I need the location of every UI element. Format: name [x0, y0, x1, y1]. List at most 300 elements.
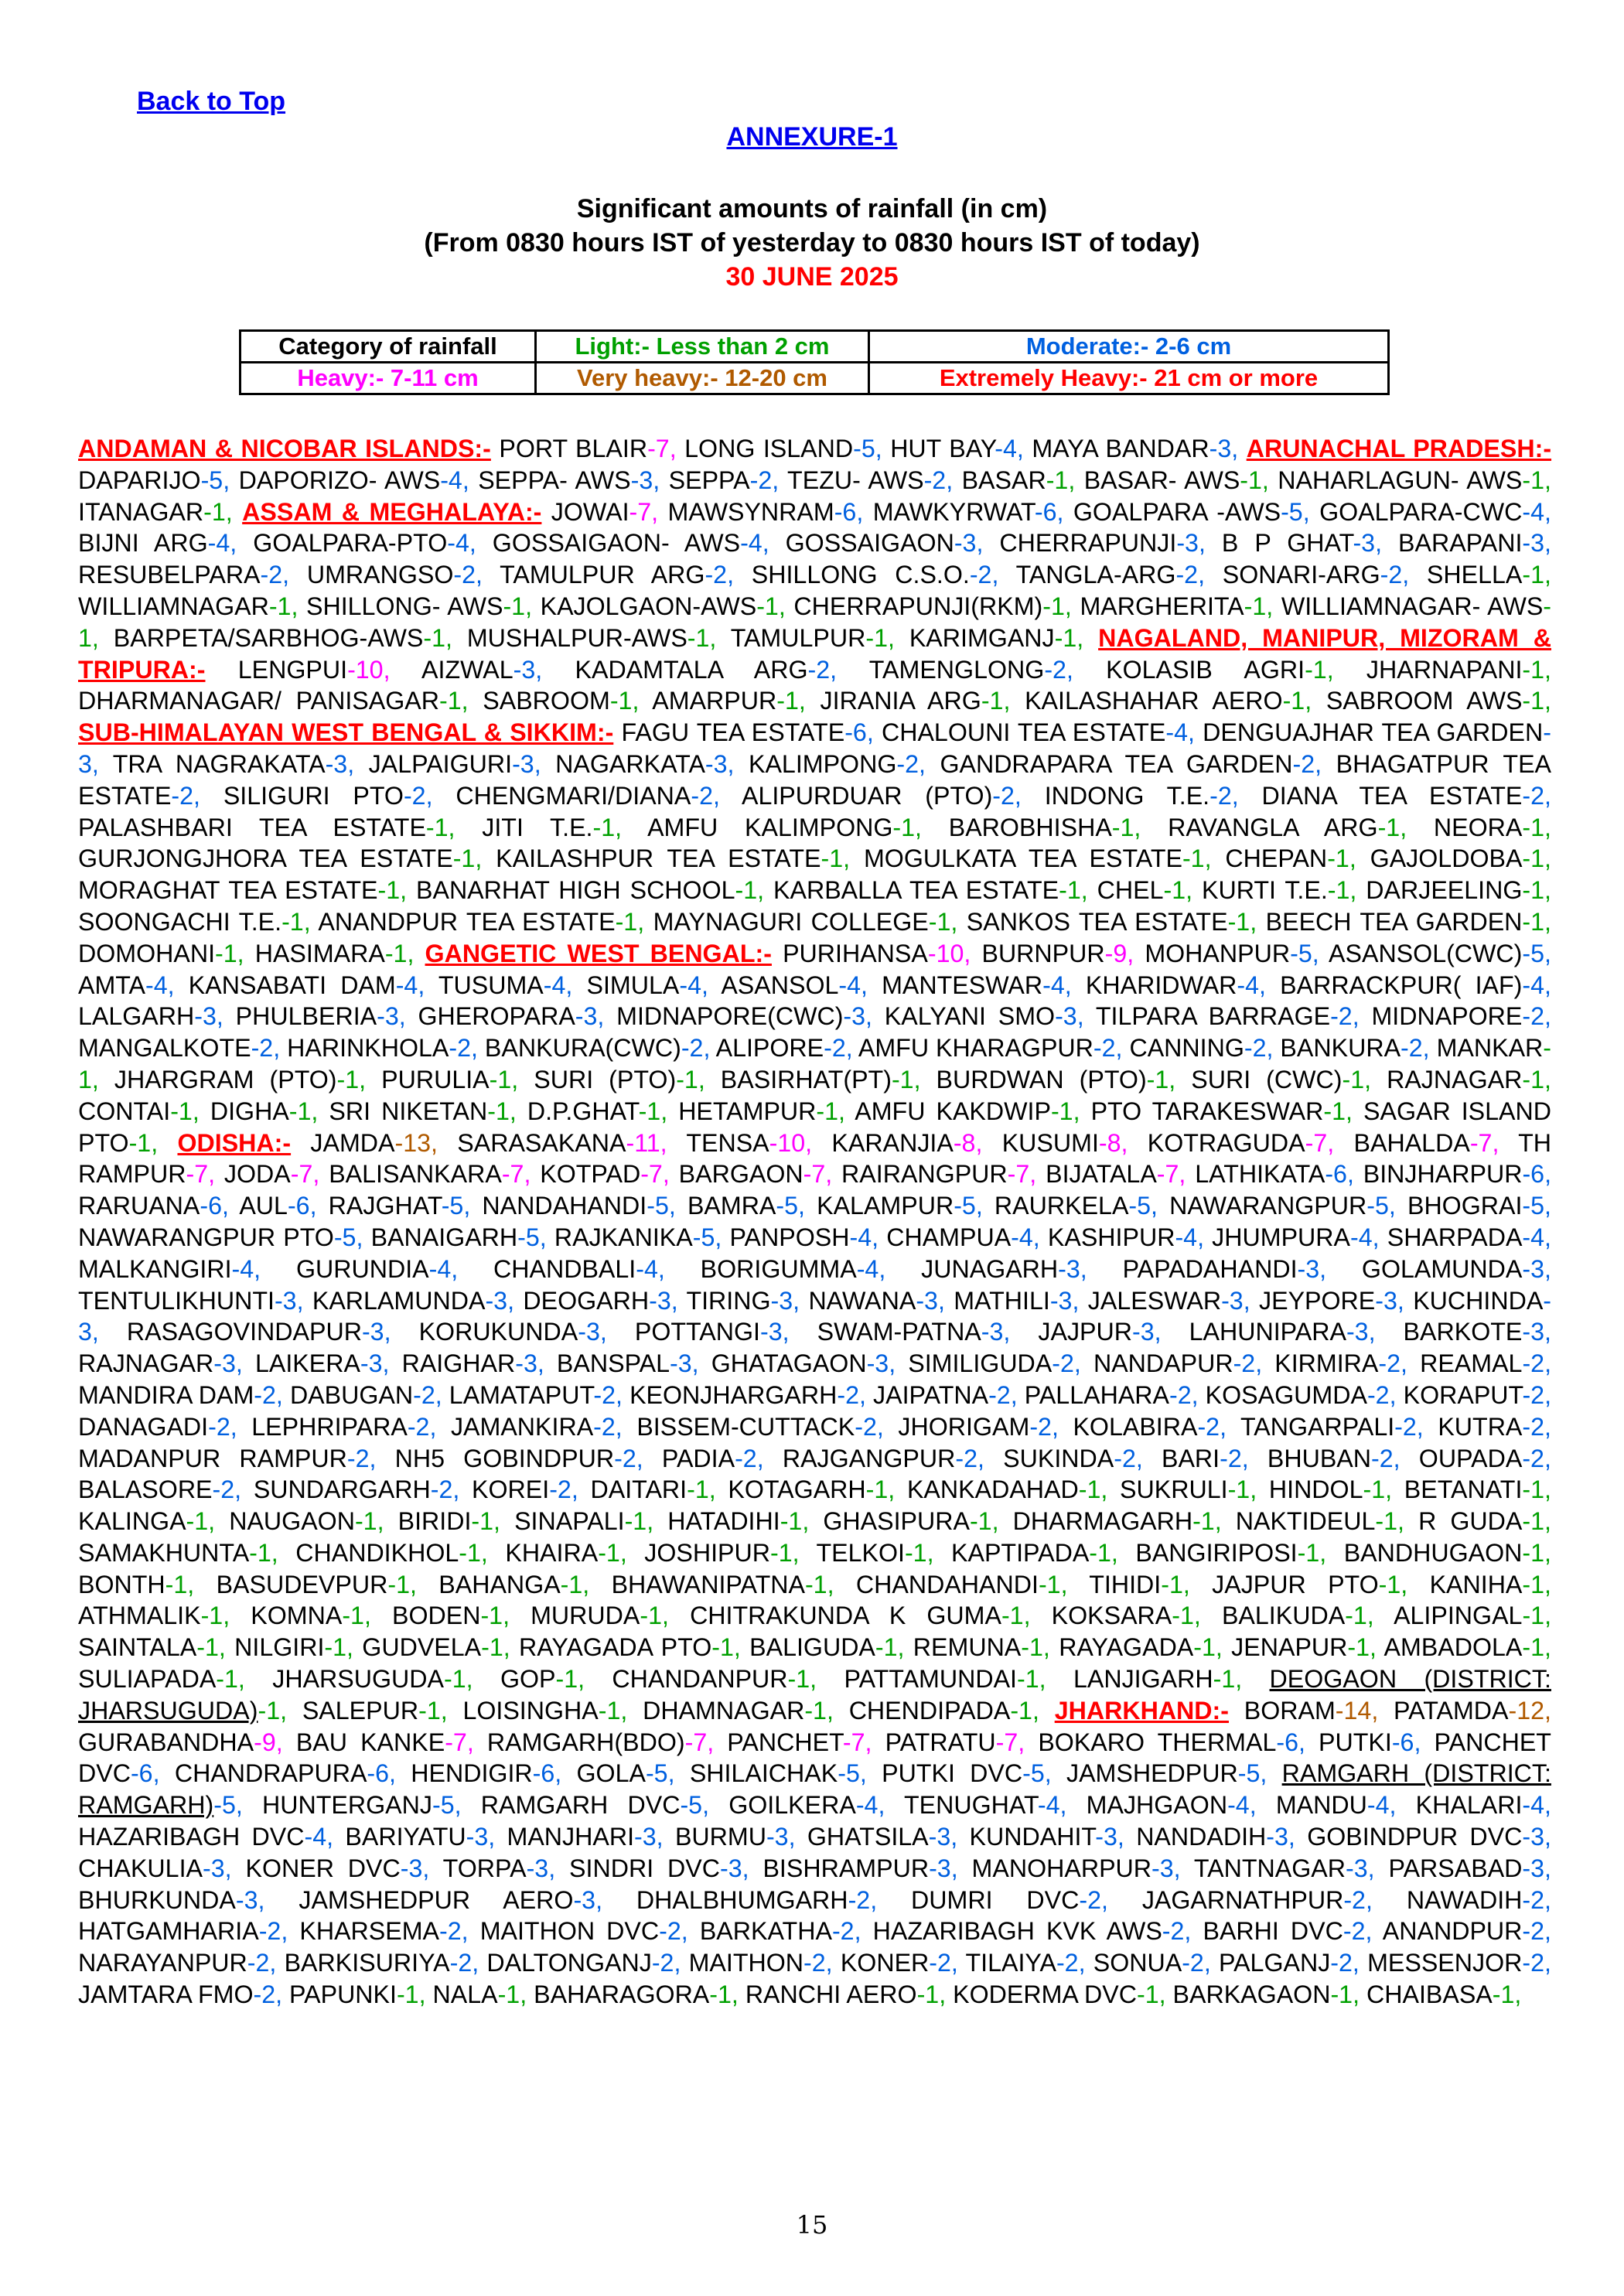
station-rainfall: -3 [719, 1854, 742, 1882]
station-name: PTO TARAKESWAR [1090, 1097, 1324, 1125]
station-entry: PALLAHARA-2, [1024, 1380, 1199, 1409]
station-name: TILAIYA [965, 1949, 1056, 1977]
station-name: BISSEM-CUTTACK [636, 1412, 855, 1441]
station-entry: MANKAR-1, [78, 1034, 1552, 1093]
station-name: BEECH TEA GARDEN [1265, 907, 1523, 936]
station-rainfall: -2 [1056, 1949, 1079, 1977]
station-name: DOMOHANI [78, 939, 216, 967]
station-entry: BALIGUDA-1, [749, 1633, 905, 1662]
station-name: JAMDA [310, 1128, 395, 1157]
station-name: TIRING [686, 1286, 771, 1315]
station-name: DABUGAN [289, 1380, 414, 1409]
station-name: CHANDRAPURA [174, 1759, 367, 1788]
station-name: KARIMGANJ [909, 623, 1055, 652]
station-rainfall: -1 [624, 1507, 647, 1536]
station-rainfall: -4 [1522, 1223, 1545, 1251]
station-entry: RAVANGLA ARG-1, [1168, 813, 1407, 841]
station-rainfall: -1 [471, 1507, 494, 1536]
station-entry: TIRING-3, [686, 1286, 800, 1315]
station-entry: JAMANKIRA-2, [450, 1412, 623, 1441]
station-name: JAMSHEDPUR [1066, 1759, 1238, 1788]
station-name: NANDAPUR [1093, 1349, 1233, 1378]
station-name: MADANPUR RAMPUR [78, 1444, 347, 1472]
station-name: KODERMA DVC [953, 1980, 1137, 2009]
station-rainfall: -7 [684, 1728, 708, 1756]
station-name: KOLASIB AGRI [1106, 655, 1305, 684]
station-name: CHAKULIA [78, 1854, 203, 1882]
station-name: BARGAON [678, 1160, 803, 1189]
station-entry: PALASHBARI TEA ESTATE-1, [78, 813, 455, 841]
station-entry: GURUNDIA-4, [295, 1254, 459, 1283]
station-entry: DANAGADI-2, [78, 1412, 237, 1441]
station-name: RAIGHAR [401, 1349, 516, 1378]
station-entry: KODERMA DVC-1, [953, 1980, 1166, 2009]
station-rainfall: -1 [1323, 1097, 1346, 1125]
station-entry: SHARPADA-4, [1387, 1223, 1551, 1251]
station-name: TANGARPALI [1240, 1412, 1395, 1441]
station-entry: SAGAR ISLAND PTO-1, [78, 1097, 1551, 1157]
station-name: BASIRHAT(PT) [720, 1065, 892, 1093]
station-rainfall: -5 [1281, 497, 1303, 526]
station-name: HINDOL [1268, 1476, 1363, 1504]
station-rainfall: -7 [186, 1160, 209, 1189]
station-entry: BURDWAN (PTO)-1, [936, 1065, 1176, 1093]
station-rainfall: -2 [407, 1412, 430, 1441]
station-rainfall: -3 [770, 1286, 793, 1315]
station-rainfall: -2 [413, 1380, 435, 1409]
station-name: CHERRAPUNJI [999, 529, 1177, 558]
station-entry: BAHANGA-1, [438, 1570, 590, 1598]
station-name: CANNING [1129, 1034, 1244, 1063]
station-rainfall: -3 [929, 1854, 951, 1882]
station-entry: SHILLONG- AWS-1, [306, 592, 533, 620]
station-rainfall: -3 [361, 1318, 384, 1346]
station-entry: DABUGAN-2, [289, 1380, 442, 1409]
region-heading: ANDAMAN & NICOBAR ISLANDS:- [78, 435, 491, 462]
station-name: KANKADAHAD [906, 1476, 1079, 1504]
station-rainfall: -2 [848, 1885, 871, 1914]
station-entry: BISHRAMPUR-3, [763, 1854, 958, 1882]
station-name: BALASORE [78, 1476, 213, 1504]
station-entry: ANANDPUR TEA ESTATE-1, [318, 907, 645, 936]
station-name: HAZARIBAGH KVK AWS [872, 1917, 1162, 1946]
heading-line-2: (From 0830 hours IST of yesterday to 0830 hours IST of today) [424, 228, 1200, 258]
station-entry: SHILLONG C.S.O.-2, [751, 561, 999, 589]
station-entry: DHARMANAGAR/ PANISAGAR-1, [78, 687, 469, 715]
station-name: UMRANGSO [306, 561, 454, 589]
station-name: SONUA [1093, 1949, 1182, 1977]
station-name: JAGARNATHPUR [1141, 1885, 1344, 1914]
station-name: CHALOUNI TEA ESTATE [881, 718, 1166, 747]
station-rainfall: -2 [1292, 749, 1315, 778]
station-name: ATHMALIK [78, 1602, 201, 1630]
station-entry: BIJNI ARG-4, [78, 529, 237, 558]
station-name: RAJKANIKA [554, 1223, 693, 1251]
station-name: GHASIPURA [823, 1507, 970, 1536]
station-name: GOLA [576, 1759, 646, 1788]
station-entry: RAJGANGPUR-2, [782, 1444, 984, 1472]
station-name: AMFU KHARAGPUR [858, 1034, 1093, 1063]
station-name: MANGALKOTE [78, 1034, 251, 1063]
back-to-top-link[interactable]: Back to Top [137, 87, 286, 116]
station-name: BHURKUNDA [78, 1885, 236, 1914]
station-rainfall: -1 [776, 687, 799, 715]
station-name: GOP [500, 1665, 556, 1694]
station-entry: ALIPORE-2, [715, 1034, 853, 1063]
station-name: RARUANA [78, 1192, 200, 1220]
station-entry: BAU KANKE-7, [295, 1728, 474, 1756]
station-rainfall: -3 [1346, 1318, 1369, 1346]
station-entry: PADIA-2, [661, 1444, 764, 1472]
station-name: JHORIGAM [898, 1412, 1030, 1441]
station-rainfall: -1 [804, 1570, 827, 1598]
station-rainfall: -1 [816, 1097, 839, 1125]
station-name: NEORA [1433, 813, 1523, 841]
station-rainfall: -2 [403, 781, 426, 810]
station-rainfall: -1 [1330, 1980, 1353, 2009]
station-entry: PURULIA-1, [381, 1065, 519, 1093]
station-rainfall: -2 [1182, 1949, 1204, 1977]
station-rainfall: -1 [1522, 813, 1545, 841]
station-entry: BAROBHISHA-1, [948, 813, 1141, 841]
station-entry: D.P.GHAT-1, [527, 1097, 668, 1125]
station-rainfall: -1 [1522, 1538, 1545, 1567]
category-extremely-heavy: Extremely Heavy:- 21 cm or more [869, 363, 1389, 394]
station-name: KANSABATI DAM [188, 971, 396, 999]
station-name: HAZARIBAGH DVC [78, 1823, 305, 1851]
station-entry: CANNING-2, [1129, 1034, 1274, 1063]
station-name: TEZU- AWS [787, 466, 924, 494]
station-entry: BARKAGAON-1, [1172, 1980, 1360, 2009]
station-entry: DOMOHANI-1, [78, 939, 244, 967]
station-entry: LOISINGHA-1, [462, 1696, 628, 1725]
station-name: GOBINDPUR DVC [1307, 1823, 1523, 1851]
station-rainfall: -7 [647, 435, 670, 462]
station-name: RASAGOVINDAPUR [126, 1318, 362, 1346]
station-name: LANJIGARH [1073, 1665, 1213, 1694]
station-name: CHAIBASA [1366, 1980, 1493, 2009]
station-rainfall: -2 [593, 1380, 616, 1409]
station-rainfall: -4 [1237, 971, 1260, 999]
station-name: KOKSARA [1051, 1602, 1172, 1630]
station-name: PATRATU [885, 1728, 996, 1756]
station-name: SAINTALA [78, 1633, 197, 1662]
station-name: JHARNAPANI [1366, 655, 1523, 684]
station-name: KURTI T.E. [1202, 876, 1328, 905]
station-entry: RAMGARH(BDO)-7, [486, 1728, 715, 1756]
station-name: LONG ISLAND [684, 435, 854, 462]
station-rainfall: -1 [687, 1476, 709, 1504]
station-entry: MAITHON-2, [688, 1949, 833, 1977]
station-rainfall: -1 [1050, 1097, 1073, 1125]
station-entry: BASUDEVPUR-1, [216, 1570, 417, 1598]
station-entry: AMBADOLA-1, [1383, 1633, 1551, 1662]
station-name: OUPADA [1418, 1444, 1523, 1472]
station-entry: KAPTIPADA-1, [951, 1538, 1118, 1567]
station-entry: RAMGARH (DISTRICT: RAMGARH)-5, [78, 1759, 1551, 1820]
station-rainfall: -2 [992, 781, 1015, 810]
station-entry: KOTAGARH-1, [728, 1476, 896, 1504]
station-rainfall: -10 [347, 655, 384, 684]
station-name: MAYNAGURI COLLEGE [653, 907, 929, 936]
station-name: BORIGUMMA [700, 1254, 857, 1283]
station-rainfall: -1 [891, 1065, 914, 1093]
station-rainfall: -5 [954, 1192, 976, 1220]
station-rainfall: -5 [776, 1192, 799, 1220]
station-entry: MANJHARI-3, [507, 1823, 664, 1851]
station-name: DHARMANAGAR/ PANISAGAR [78, 687, 439, 715]
station-entry: JEYPORE-3, [1259, 1286, 1404, 1315]
station-entry: AMARPUR-1, [652, 687, 806, 715]
station-name: REMUNA [913, 1633, 1022, 1662]
station-rainfall: -2 [1162, 1917, 1185, 1946]
station-entry: BARKISURIYA-2, [284, 1949, 479, 1977]
station-name: B P GHAT [1221, 529, 1353, 558]
station-entry: BORAM-14, [1244, 1696, 1379, 1725]
station-rainfall: -1 [1001, 1602, 1024, 1630]
station-entry: MAITHON DVC-2, [479, 1917, 688, 1946]
page-number: 15 [796, 2210, 828, 2240]
station-entry: BASAR- AWS-1, [1083, 466, 1269, 494]
station-entry: JHARSUGUDA-1, [272, 1665, 473, 1694]
station-rainfall: -2 [260, 561, 283, 589]
station-entry: SAMAKHUNTA-1, [78, 1538, 278, 1567]
station-rainfall: -4 [856, 1254, 879, 1283]
station-entry: KALYANI SMO-3, [884, 1002, 1084, 1031]
station-entry: AMFU KAKDWIP-1, [855, 1097, 1080, 1125]
station-rainfall: -1 [439, 687, 462, 715]
station-entry: HETAMPUR-1, [678, 1097, 845, 1125]
station-name: DHAMNAGAR [643, 1696, 805, 1725]
station-name: DIANA TEA ESTATE [1261, 781, 1523, 810]
station-rainfall: -2 [651, 1949, 674, 1977]
station-name: MATHILI [954, 1286, 1050, 1315]
station-entry: DHALBHUMGARH-2, [636, 1885, 878, 1914]
station-rainfall: -4 [395, 971, 418, 999]
station-entry: NANDADIH-3, [1136, 1823, 1295, 1851]
station-name: JAJPUR PTO [1212, 1570, 1379, 1598]
station-name: PORT BLAIR [499, 435, 648, 462]
station-entry: HAZARIBAGH KVK AWS-2, [872, 1917, 1192, 1946]
station-entry: CHITRAKUNDA K GUMA-1, [690, 1602, 1031, 1630]
station-entry: SAINTALA-1, [78, 1633, 226, 1662]
station-rainfall: -1 [1522, 1602, 1545, 1630]
station-entry: JALPAIGURI-3, [368, 749, 541, 778]
station-name: AMTA [78, 971, 146, 999]
station-name: AMBADOLA [1383, 1633, 1523, 1662]
station-rainfall: -3 [325, 749, 348, 778]
station-entry: PANCHET DVC-6, [78, 1728, 1551, 1788]
station-entry: HINDOL-1, [1268, 1476, 1393, 1504]
station-rainfall: -2 [1522, 1917, 1545, 1946]
station-entry: RAYAGADA PTO-1, [519, 1633, 741, 1662]
category-row-2 [241, 363, 1389, 394]
station-name: CHANDANPUR [612, 1665, 788, 1694]
station-entry: KEONJHARGARH-2, [629, 1380, 866, 1409]
station-entry: CHAMPUA-4, [886, 1223, 1040, 1251]
station-name: KAJOLGAON-AWS [540, 592, 757, 620]
station-name: JENAPUR [1231, 1633, 1348, 1662]
station-name: BANKURA(CWC) [484, 1034, 681, 1063]
station-name: HUNTERGANJ [262, 1791, 432, 1820]
station-rainfall: -4 [1522, 497, 1544, 526]
station-rainfall: -2 [659, 1917, 681, 1946]
station-entry: JAMSHEDPUR-5, [1066, 1759, 1267, 1788]
station-name: KAILASHAHAR AERO [1025, 687, 1283, 715]
station-entry: BARKATHA-2, [699, 1917, 861, 1946]
station-entry: BANAIGARH-5, [370, 1223, 547, 1251]
station-entry: LAIKERA-3, [254, 1349, 390, 1378]
station-name: SINAPALI [514, 1507, 625, 1536]
station-rainfall: -1 [258, 1696, 281, 1725]
station-name: ASANSOL [721, 971, 839, 999]
station-rainfall: -3 [1209, 435, 1232, 462]
station-name: DANAGADI [78, 1412, 209, 1441]
station-name: JAMTARA FMO [78, 1980, 254, 2009]
station-name: NAWARANGPUR [1169, 1192, 1367, 1220]
station-rainfall: -4 [447, 529, 469, 558]
station-rainfall: -3 [515, 1349, 537, 1378]
station-name: RAURKELA [994, 1192, 1129, 1220]
station-entry: CHANDRAPURA-6, [174, 1759, 396, 1788]
station-entry: RAMGARH DVC-5, [480, 1791, 710, 1820]
station-entry: RASAGOVINDAPUR-3, [126, 1318, 391, 1346]
station-rainfall: -1 [1522, 687, 1545, 715]
station-name: BARKAGAON [1172, 1980, 1331, 2009]
station-name: DAPARIJO [78, 466, 201, 494]
station-name: BISHRAMPUR [763, 1854, 930, 1882]
station-name: MANDIRA DAM [78, 1380, 254, 1409]
station-name: CHAMPUA [886, 1223, 1012, 1251]
station-name: JOSHIPUR [644, 1538, 770, 1567]
station-entry: TENSA-10, [686, 1128, 813, 1157]
station-rainfall: -3 [526, 1854, 549, 1882]
station-entry: TANTNAGAR-3, [1193, 1854, 1375, 1882]
station-name: PANCHET [727, 1728, 843, 1756]
station-name: NALA [432, 1980, 498, 2009]
station-rainfall: -5 [432, 1791, 455, 1820]
station-entry: HASIMARA-1, [254, 939, 415, 967]
station-rainfall: -1 [609, 687, 633, 715]
station-entry: JALESWAR-3, [1087, 1286, 1250, 1315]
station-name: SIMILIGUDA [908, 1349, 1053, 1378]
station-entry: GOALPARA-CWC-4, [1319, 497, 1551, 526]
station-entry: JAMSHEDPUR AERO-3, [299, 1885, 603, 1914]
station-rainfall: -2 [1175, 561, 1199, 589]
station-rainfall: -3 [400, 1854, 423, 1882]
station-name: MORAGHAT TEA ESTATE [78, 876, 378, 905]
station-name: BINJHARPUR [1363, 1160, 1523, 1189]
station-entry: MANOHARPUR-3, [971, 1854, 1181, 1882]
station-name: MAJHGAON [1086, 1791, 1228, 1820]
station-entry: GOALPARA-PTO-4, [253, 529, 476, 558]
station-name: MAYA BANDAR [1032, 435, 1209, 462]
station-entry: JHUMPURA-4, [1212, 1223, 1380, 1251]
station-rainfall: -1 [281, 907, 304, 936]
station-name: RAJNAGAR [1387, 1065, 1523, 1093]
station-name: BANSPAL [556, 1349, 670, 1378]
station-name: LAHUNIPARA [1189, 1318, 1346, 1346]
station-entry: PORT BLAIR-7, [499, 435, 677, 462]
station-entry: DIGHA-1, [210, 1097, 319, 1125]
station-name: ANANDPUR [1382, 1917, 1523, 1946]
station-name: R GUDA [1418, 1507, 1523, 1536]
station-rainfall: -1 [598, 1696, 621, 1725]
station-rainfall: -2 [1093, 1034, 1116, 1063]
station-entry: PATAMDA-12, [1394, 1696, 1551, 1725]
station-rainfall: -1 [1282, 687, 1305, 715]
station-entry: PATRATU-7, [885, 1728, 1025, 1756]
station-rainfall: -7 [290, 1160, 313, 1189]
station-rainfall: -6 [1391, 1728, 1414, 1756]
station-name: NAWADIH [1406, 1885, 1523, 1914]
station-entry: GHASIPURA-1, [823, 1507, 999, 1536]
station-name: KUSUMI [1001, 1128, 1099, 1157]
station-entry: GOLAMUNDA-3, [1361, 1254, 1551, 1283]
station-name: CHENDIPADA [848, 1696, 1011, 1725]
annexure-title[interactable]: ANNEXURE-1 [726, 122, 898, 152]
station-name: AMARPUR [652, 687, 777, 715]
station-rainfall: -2 [208, 1412, 230, 1441]
station-rainfall: -7 [1007, 1160, 1030, 1189]
station-entry: BAHARAGORA-1, [534, 1980, 739, 2009]
station-name: JEYPORE [1259, 1286, 1376, 1315]
region-heading: SUB-HIMALAYAN WEST BENGAL & SIKKIM:- [78, 718, 614, 747]
station-name: MAITHON DVC [479, 1917, 660, 1946]
station-name: JALESWAR [1087, 1286, 1222, 1315]
station-rainfall: -1 [78, 592, 1552, 652]
station-entry: MURUDA-1, [531, 1602, 669, 1630]
station-rainfall: -1 [981, 687, 1004, 715]
station-entry: WILLIAMNAGAR-1, [78, 592, 299, 620]
station-entry: CHERRAPUNJI-3, [999, 529, 1206, 558]
station-name: KOTPAD [540, 1160, 641, 1189]
station-name: MANTESWAR [882, 971, 1043, 999]
station-entry: KHARIDWAR-4, [1085, 971, 1266, 999]
station-entry: KALINGA-1, [78, 1507, 216, 1536]
station-name: SONARI-ARG [1222, 561, 1380, 589]
station-name: JAMANKIRA [450, 1412, 594, 1441]
station-name: JALPAIGURI [368, 749, 513, 778]
station-name: SHILLONG C.S.O. [751, 561, 970, 589]
station-name: SALEPUR [302, 1696, 419, 1725]
station-entry: PARSABAD-3, [1388, 1854, 1551, 1882]
station-name: PANPOSH [729, 1223, 850, 1251]
station-entry: UMRANGSO-2, [306, 561, 483, 589]
station-name: BALISANKARA [329, 1160, 502, 1189]
station-rainfall: -1 [560, 1570, 583, 1598]
station-entry: MIDNAPORE(CWC)-3, [616, 1002, 872, 1031]
station-name: BURDWAN (PTO) [936, 1065, 1147, 1093]
station-entry: KOLASIB AGRI-1, [1106, 655, 1334, 684]
station-name: NARAYANPUR [78, 1949, 247, 1977]
station-name: SINDRI DVC [569, 1854, 720, 1882]
station-rainfall: -2 [1394, 1412, 1417, 1441]
station-name: KOTRAGUDA [1147, 1128, 1305, 1157]
station-entry: TH RAMPUR-7, [78, 1128, 1551, 1189]
station-rainfall: -5 [1522, 1192, 1545, 1220]
station-entry: KALIMPONG-2, [748, 749, 926, 778]
station-name: GOSSAIGAON- AWS [492, 529, 741, 558]
station-entry: BORIGUMMA-4, [700, 1254, 886, 1283]
station-rainfall: -1 [1327, 876, 1350, 905]
station-entry: KORUKUNDA-3, [418, 1318, 607, 1346]
station-rainfall: -4 [636, 1254, 658, 1283]
station-rainfall: -4 [1522, 1791, 1545, 1820]
station-rainfall: -2 [824, 1034, 846, 1063]
station-name: GHATSILA [807, 1823, 929, 1851]
station-entry: MANDIRA DAM-2, [78, 1380, 283, 1409]
